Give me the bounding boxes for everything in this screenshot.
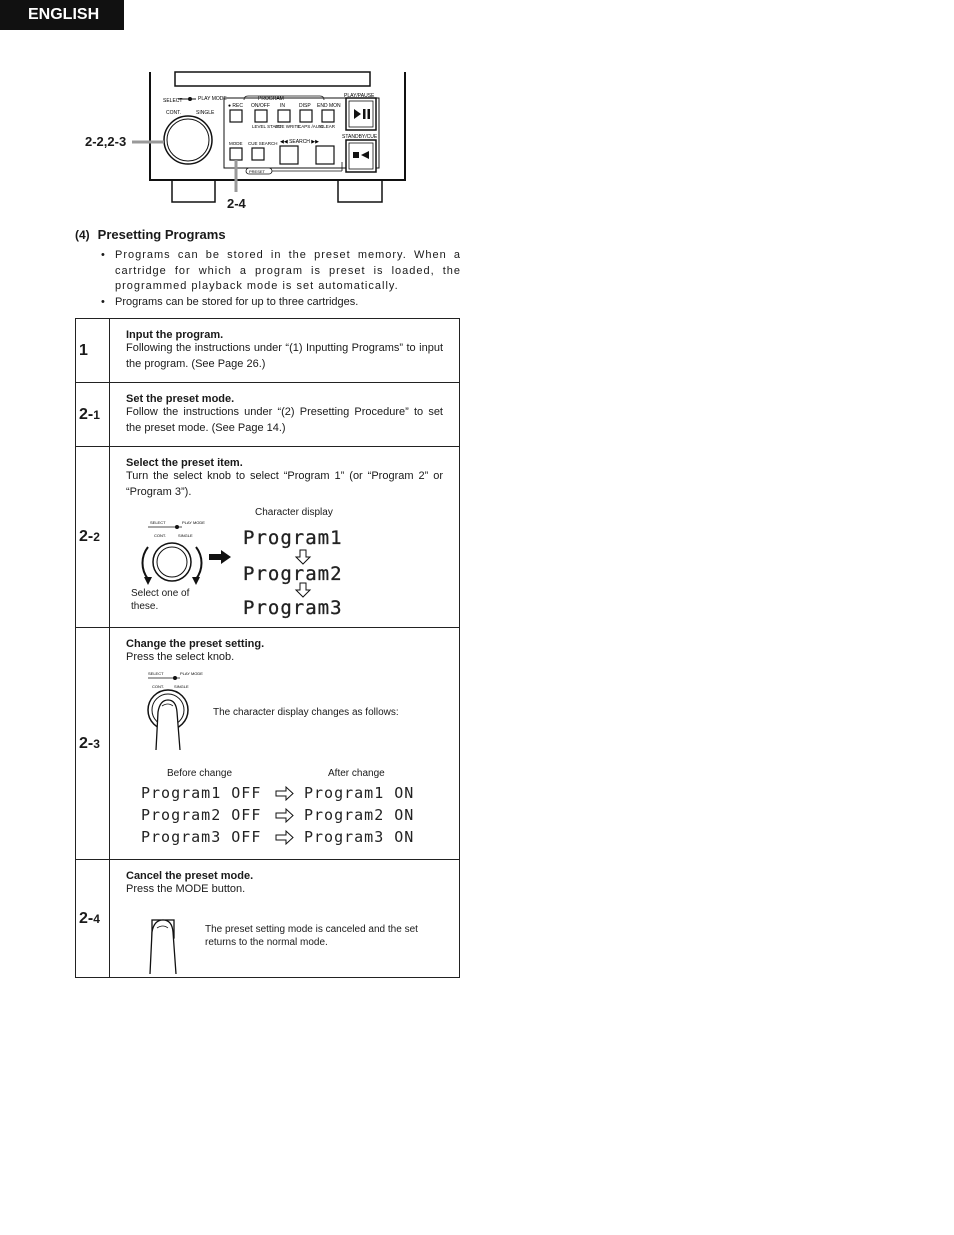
- after-row-3: Program3 ON: [304, 828, 415, 846]
- knob-select-label: SELECT: [148, 671, 164, 676]
- language-tab: ENGLISH: [0, 0, 124, 30]
- step-number: 2-3: [76, 628, 110, 860]
- device-panel-figure: [80, 70, 420, 215]
- bullet-item: • Programs can be stored for up to three cartridges.: [101, 295, 461, 311]
- disp-label: DISP: [299, 103, 311, 109]
- standby-cue-label: STANDBY/CUE: [342, 134, 378, 140]
- step-number: 2-2: [76, 447, 110, 628]
- step-content: [110, 628, 460, 860]
- cancel-note: The preset setting mode is canceled and the set returns to the normal mode.: [205, 924, 418, 948]
- select-knob-rotate-illustration: [134, 521, 214, 591]
- cue-search-label: CUE SEARCH: [248, 141, 278, 146]
- before-row-2: Program2 OFF: [141, 806, 262, 824]
- knob-single-label: SINGLE: [174, 684, 189, 689]
- on-off-label: ON/OFF: [251, 103, 270, 109]
- single-label: SINGLE: [196, 110, 215, 116]
- after-row-1: Program1 ON: [304, 784, 415, 802]
- play-pause-label: PLAY/PAUSE: [344, 93, 375, 99]
- clear-label: CLEAR: [320, 124, 336, 129]
- step-title: Change the preset setting.: [126, 638, 265, 650]
- end-mon-label: END MON: [317, 103, 341, 109]
- cont-label: CONT.: [166, 110, 181, 116]
- bullet-item: • Programs can be stored in the preset memory. When a cartridge for which a program is preset is loaded, the programmed playback mode is set automatically.: [101, 248, 461, 295]
- arrow-right-icon: [276, 831, 293, 844]
- knob-caption: Select one of these.: [131, 588, 190, 612]
- play-mode-label: PLAY MODE: [198, 96, 227, 102]
- step-text: Turn the select knob to select “Program 1” (or “Program 2” or “Program 3”).: [126, 470, 443, 498]
- cue-write-label: CUE WRITE: [275, 124, 301, 129]
- search-label: ◀◀ SEARCH ▶▶: [280, 139, 319, 145]
- mode-label: MODE: [229, 141, 243, 146]
- device-panel-drawing: [80, 70, 420, 215]
- display-item-program3: Program3: [243, 597, 343, 619]
- step-text: Follow the instructions under “(2) Presetting Procedure” to set the preset mode. (See Page 14.): [126, 406, 443, 434]
- step-content: [110, 447, 460, 628]
- arrow-down-icon: [296, 550, 310, 564]
- program-label: PROGRAM: [258, 96, 284, 102]
- step-title: Select the preset item.: [126, 457, 243, 469]
- select-label: SELECT: [163, 98, 183, 104]
- knob-play-mode-label: PLAY MODE: [182, 520, 205, 525]
- level-start-label: LEVEL START: [252, 124, 282, 129]
- step-title: Input the program.: [126, 329, 224, 341]
- display-item-program1: Program1: [243, 527, 343, 549]
- step-content: [110, 860, 460, 978]
- step-title: Cancel the preset mode.: [126, 870, 254, 882]
- rec-label: ● REC: [228, 103, 243, 109]
- after-change-label: After change: [328, 768, 385, 779]
- steps-table: [75, 318, 460, 978]
- knob-cont-label: CONT.: [154, 533, 166, 538]
- step-content: [110, 383, 460, 447]
- step-row-2-4: [76, 860, 460, 978]
- step-number: 2-4: [76, 860, 110, 978]
- preset-label: PRESET: [249, 169, 266, 174]
- step-content: [110, 319, 460, 383]
- step-row-2-2: [76, 447, 460, 628]
- knob-select-label: SELECT: [150, 520, 166, 525]
- display-item-program2: Program2: [243, 563, 343, 585]
- arrow-right-icon: [276, 787, 293, 800]
- callout-knob: 2-2,2-3: [85, 134, 127, 149]
- section-heading: [75, 227, 226, 242]
- section-number: (4): [75, 228, 90, 242]
- step-row-1: [76, 319, 460, 383]
- step-row-2-1: [76, 383, 460, 447]
- section-title: Presetting Programs: [97, 227, 226, 242]
- step-number: 1: [76, 319, 110, 383]
- step-text: Press the MODE button.: [126, 883, 246, 895]
- finger-press-mode-button-illustration: [146, 916, 186, 976]
- callout-mode: 2-4: [227, 196, 246, 211]
- before-row-1: Program1 OFF: [141, 784, 262, 802]
- step-title: Set the preset mode.: [126, 393, 235, 405]
- arrow-right-icon: [209, 550, 231, 564]
- caps-jaum-label: CAPS /AUM: [298, 124, 323, 129]
- knob-play-mode-label: PLAY MODE: [180, 671, 203, 676]
- after-row-2: Program2 ON: [304, 806, 415, 824]
- before-row-3: Program3 OFF: [141, 828, 262, 846]
- knob-cont-label: CONT.: [152, 684, 164, 689]
- step-text: Press the select knob.: [126, 651, 235, 663]
- step-row-2-3: [76, 628, 460, 860]
- step-number: 2-1: [76, 383, 110, 447]
- before-change-label: Before change: [167, 768, 233, 779]
- step-text: Following the instructions under “(1) Inputting Programs” to input the program. (See Page 26.): [126, 342, 443, 370]
- display-caption: Character display: [255, 507, 333, 518]
- change-note: The character display changes as follows:: [213, 707, 399, 718]
- knob-single-label: SINGLE: [178, 533, 193, 538]
- in-label: IN: [280, 103, 285, 109]
- intro-bullets: [101, 248, 461, 310]
- change-arrows: [276, 786, 294, 846]
- arrow-right-icon: [276, 809, 293, 822]
- arrow-down-icon: [296, 583, 310, 597]
- finger-press-knob-illustration: [140, 671, 203, 752]
